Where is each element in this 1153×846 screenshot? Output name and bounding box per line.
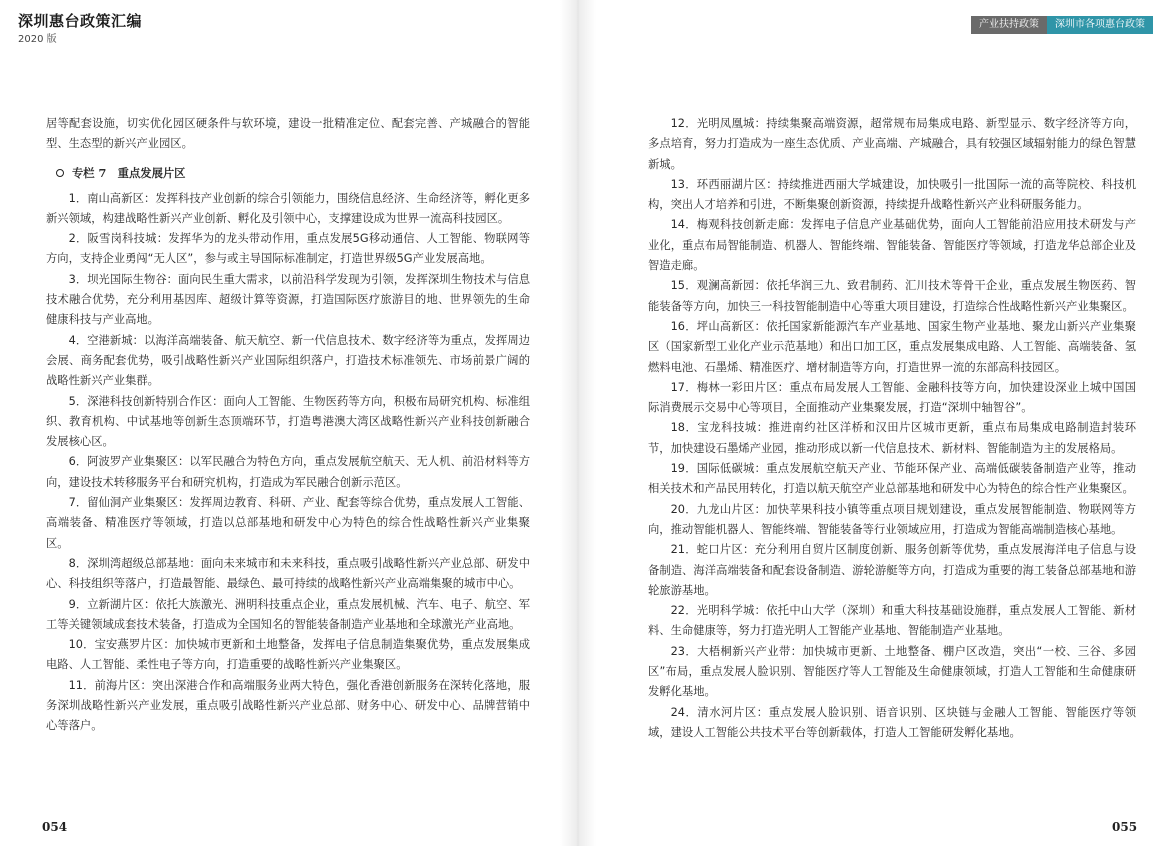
header-tabs	[971, 16, 1153, 34]
list-item: 1．南山高新区：发挥科技产业创新的综合引领能力，围绕信息经济、生命经济等，孵化更多新兴领域，构建战略性新兴产业创新、孵化及引领中心，支撑建设成为世界一流高科技园区。	[46, 191, 530, 225]
list-item: 2．阪雪岗科技城：发挥华为的龙头带动作用，重点发展5G移动通信、人工智能、物联网等方向，支持企业勇闯“无人区”，参与或主导国际标准制定，打造世界级5G产业发展高地。	[46, 232, 530, 266]
list-item: 24．清水河片区：重点发展人脸识别、语音识别、区块链与金融人工智能、智能医疗等领域，建设人工智能公共技术平台等创新载体，打造人工智能研发孵化基地。	[648, 705, 1136, 739]
list-item: 11．前海片区：突出深港合作和高端服务业两大特色，强化香港创新服务在深转化落地，服务深圳战略性新兴产业发展，重点吸引战略性新兴产业总部、财务中心、研发中心、品牌营销中心等落户。	[46, 678, 530, 733]
left-page-body	[46, 114, 530, 737]
book-spine-shadow	[560, 0, 596, 846]
book-title: 深圳惠台政策汇编	[18, 12, 143, 30]
list-item: 3．坝光国际生物谷：面向民生重大需求，以前沿科学发现为引领，发挥深圳生物技术与信息技术融合优势，充分利用基因库、超级计算等资源，打造国际医疗旅游目的地、世界领先的生命健康科技与产业高地。	[46, 272, 530, 327]
section-heading-text: 专栏 7 重点发展片区	[72, 165, 186, 180]
book-edition: 2020 版	[18, 34, 57, 45]
list-item: 16．坪山高新区：依托国家新能源汽车产业基地、国家生物产业基地、聚龙山新兴产业集聚区（国家新型工业化产业示范基地）和出口加工区，重点发展集成电路、人工智能、高端装备、氢燃料电池、石墨烯、精准医疗、增材制造等方向，打造世界一流的东部高科技园区。	[648, 319, 1136, 374]
list-item: 19．国际低碳城：重点发展航空航天产业、节能环保产业、高端低碳装备制造产业等，推动相关技术和产品民用转化，打造以航天航空产业总部基地和研发中心为特色的综合性产业集聚区。	[648, 462, 1136, 496]
list-item: 4．空港新城：以海洋高端装备、航天航空、新一代信息技术、数字经济等为重点，发挥周边会展、商务配套优势，吸引战略性新兴产业国际组织落户，打造技术标准领先、市场前景广阔的战略性新兴产业集群。	[46, 333, 530, 388]
list-item: 21．蛇口片区：充分利用自贸片区制度创新、服务创新等优势，重点发展海洋电子信息与设备制造、海洋高端装备和配套设备制造、游轮游艇等方向，打造成为重要的海工装备总部基地和游轮旅游基地。	[648, 543, 1136, 597]
list-item: 10．宝安燕罗片区：加快城市更新和土地整备，发挥电子信息制造集聚优势，重点发展集成电路、人工智能、柔性电子等方向，打造重要的战略性新兴产业集聚区。	[46, 638, 530, 672]
list-item: 20．九龙山片区：加快苹果科技小镇等重点项目规划建设，重点发展智能制造、物联网等方向，推动智能机器人、智能终端、智能装备等行业领域应用，打造成为智能高端制造核心基地。	[648, 502, 1136, 536]
list-item: 12．光明凤凰城：持续集聚高端资源，超常规布局集成电路、新型显示、数字经济等方向，多点培育，努力打造成为一座生态优质、产业高端、产城融合，具有较强区域辐射能力的绿色智慧新城。	[648, 117, 1136, 171]
list-item: 5．深港科技创新特别合作区：面向人工智能、生物医药等方向，积极布局研究机构、标准组织、教育机构、中试基地等创新生态顶端环节，打造粤港澳大湾区战略性新兴产业科技创新融合发展核心区。	[46, 394, 530, 449]
list-item: 22．光明科学城：依托中山大学（深圳）和重大科技基础设施群，重点发展人工智能、新材料、生命健康等，努力打造光明人工智能产业基地、智能制造产业基地。	[648, 604, 1136, 638]
list-item: 8．深圳湾超级总部基地：面向未来城市和未来科技，重点吸引战略性新兴产业总部、研发中心、科技组织等落户，打造最智能、最绿色、最可持续的战略性新兴产业高端集聚的城市中心。	[46, 556, 530, 591]
list-item: 18．宝龙科技城：推进南约社区洋桥和汉田片区城市更新，重点布局集成电路制造封装环节，加快建设石墨烯产业园，推动形成以新一代信息技术、新材料、智能制造为主的发展格局。	[648, 421, 1136, 455]
section-heading	[56, 163, 530, 183]
list-item: 17．梅林一彩田片区：重点布局发展人工智能、金融科技等方向，加快建设深业上城中国国际消费展示交易中心等项目，全面推动产业集聚发展，打造“深圳中轴智谷”。	[648, 380, 1136, 415]
list-item: 9．立新湖片区：依托大族激光、洲明科技重点企业，重点发展机械、汽车、电子、航空、军工等关键领域成套技术装备，打造成为全国知名的智能装备制造产业基地和全球激光产业高地。	[46, 597, 530, 631]
list-item: 15．观澜高新园：依托华润三九、致君制药、汇川技术等骨干企业，重点发展生物医药、智能装备等方向，加快三一科技智能制造中心等重大项目建设，打造综合性战略性新兴产业集聚区。	[648, 279, 1136, 313]
right-page-body	[648, 114, 1136, 743]
list-item: 6．阿波罗产业集聚区：以军民融合为特色方向，重点发展航空航天、无人机、前沿材料等方向，建设技术转移服务平台和研究机构，打造成为军民融合创新示范区。	[46, 455, 530, 489]
list-item: 13．环西丽湖片区：持续推进西丽大学城建设，加快吸引一批国际一流的高等院校、科技机构，突出人才培养和引进，不断集聚创新资源，持续提升战略性新兴产业科研服务能力。	[648, 177, 1136, 212]
ring-icon	[56, 169, 64, 177]
tab-shenzhen-policies[interactable]: 深圳市各项惠台政策	[1047, 16, 1153, 34]
page-number-left: 054	[42, 820, 68, 834]
list-item: 23．大梧桐新兴产业带：加快城市更新、土地整备、棚户区改造，突出“一校、三谷、多园区”布局，重点发展人脸识别、智能医疗等人工智能及生命健康领域，打造人工智能和生命健康研发孵化基地。	[648, 644, 1136, 699]
list-item: 7．留仙洞产业集聚区：发挥周边教育、科研、产业、配套等综合优势，重点发展人工智能、高端装备、精准医疗等领域，打造以总部基地和研发中心为特色的综合性战略性新兴产业集聚区。	[46, 496, 530, 550]
list-item: 14．梅观科技创新走廊：发挥电子信息产业基础优势，面向人工智能前沿应用技术研发与产业化，重点布局智能制造、机器人、智能终端、智能装备、智能医疗等领域，打造龙华总部企业及智造走廊。	[648, 218, 1136, 273]
continuation-paragraph: 居等配套设施，切实优化园区硬条件与软环境，建设一批精准定位、配套完善、产城融合的智能型、生态型的新兴产业园区。	[46, 117, 530, 151]
page-number-right: 055	[1112, 820, 1138, 834]
tab-industry-policy[interactable]: 产业扶持政策	[971, 16, 1047, 34]
